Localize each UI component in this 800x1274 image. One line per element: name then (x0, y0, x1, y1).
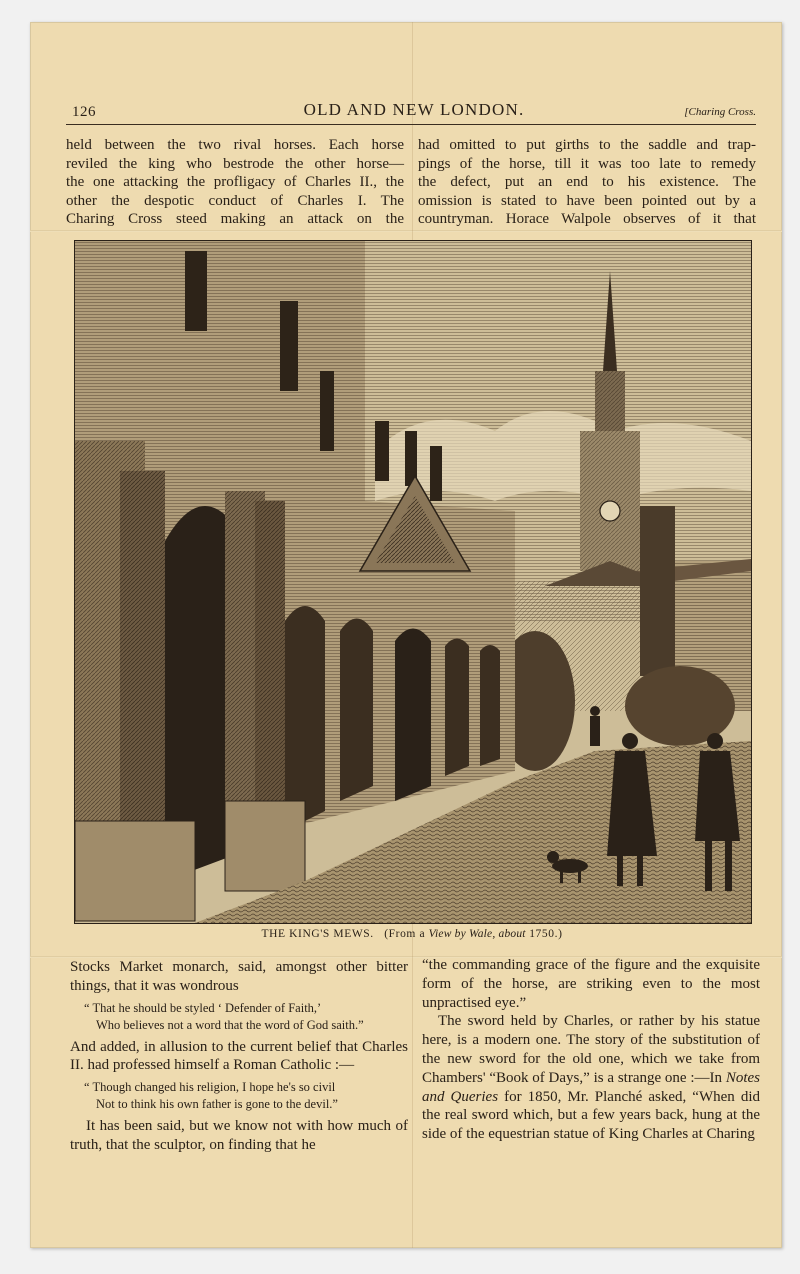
paragraph (422, 1012, 760, 1144)
header-rule (66, 124, 756, 125)
paragraph-text: The sword held by Charles, or rather by his statue here, is a modern one. The story of the substitution of the new sword for the old one, which we take from Chambers' “Book of Days,” is a strange one :—In (422, 1013, 760, 1086)
text-line: had omitted to put girths to the saddle and trap- (418, 137, 756, 153)
paragraph-text: for 1850, Mr. Planché asked, “When did the real sword which, but a few years back, hung at the side of the equestrian statue of King Charles at Charing (422, 1088, 760, 1143)
verse-line: “ Though changed his religion, I hope he's so civil (84, 1080, 336, 1095)
paragraph: Stocks Market monarch, said, amongst other bitter things, that it was wondrous (70, 959, 408, 994)
verse-quote-1 (84, 1000, 408, 1034)
caption-year: 1750.) (529, 928, 563, 940)
page-header (72, 100, 756, 124)
text-line: the one attacking the profligacy of Charles II., the (66, 174, 404, 191)
caption-detail-prefix: (From a (384, 928, 426, 940)
verse-line: Not to think his own father is gone to the devil.” (96, 1097, 338, 1112)
page-number: 126 (72, 104, 96, 120)
text-line: omission is stated to have been pointed out by a (418, 192, 756, 209)
publication-title: Notes and Queries (422, 1069, 760, 1105)
paragraph: It has been said, but we know not with how much of truth, that the sculptor, on finding that he (70, 1118, 408, 1153)
top-right-column (418, 136, 756, 229)
page-fold-top (30, 230, 782, 232)
text-line: reviled the king who bestrode the other horse— (66, 155, 404, 172)
text-line: pings of the horse, till it was too late to remedy (418, 155, 756, 172)
bottom-right-column (422, 956, 760, 1144)
caption-detail-italic: View by Wale, about (428, 928, 526, 940)
text-line: the defect, put an end to his existence. The (418, 174, 756, 191)
engraving-illustration (74, 240, 752, 924)
top-left-column (66, 136, 404, 229)
section-title: [Charing Cross. (684, 106, 756, 118)
paragraph: And added, in allusion to the current belief that Charles II. had professed himself a Roman Catholic :— (70, 1038, 408, 1074)
verse-line: Who believes not a word that the word of God saith.” (96, 1017, 364, 1032)
paragraph: “the commanding grace of the figure and the exquisite form of the horse, are striking even to the most unpractised eye.” (422, 957, 760, 1011)
verse-quote-2 (84, 1079, 408, 1113)
text-line: Charing Cross steed making an attack on the (66, 211, 404, 228)
bottom-left-column (70, 958, 408, 1155)
text-line: countryman. Horace Walpole observes of it that (418, 211, 756, 228)
caption-title: THE KING'S MEWS. (261, 928, 374, 940)
text-line: held between the two rival horses. Each horse (66, 137, 404, 153)
running-title: OLD AND NEW LONDON. (303, 100, 525, 119)
text-line: other the despotic conduct of Charles I. The (66, 192, 404, 209)
illustration-caption (72, 928, 752, 940)
verse-line: “ That he should be styled ‘ Defender of Faith,’ (84, 1000, 322, 1015)
